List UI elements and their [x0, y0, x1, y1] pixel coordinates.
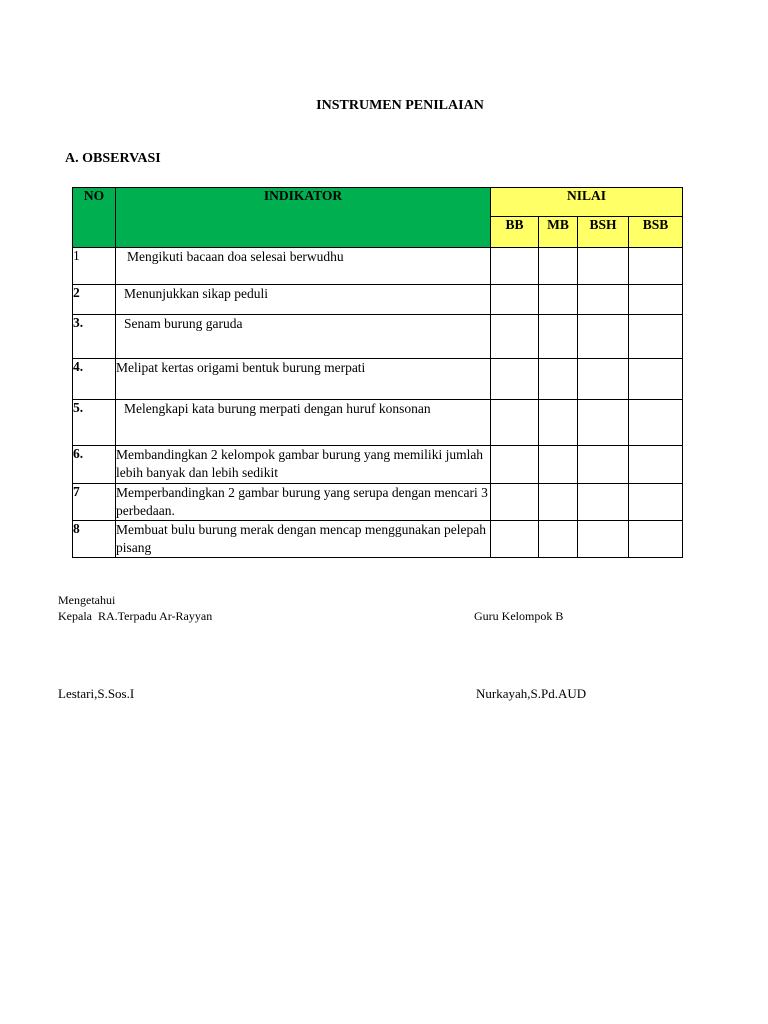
table-row: [73, 400, 683, 446]
score-cell-bsh[interactable]: [578, 446, 629, 484]
row-indicator: Membandingkan 2 kelompok gambar burung yang memiliki jumlah lebih banyak dan lebih sedikit: [116, 446, 491, 484]
score-cell-bsb[interactable]: [629, 521, 683, 558]
score-cell-mb[interactable]: [539, 521, 578, 558]
table-row: [73, 359, 683, 400]
row-indicator: Menunjukkan sikap peduli: [116, 285, 491, 315]
row-number: 1: [73, 248, 116, 285]
score-cell-mb[interactable]: [539, 400, 578, 446]
score-cell-bsh[interactable]: [578, 400, 629, 446]
table-row: [73, 446, 683, 484]
score-cell-bsb[interactable]: [629, 484, 683, 521]
score-cell-bsh[interactable]: [578, 484, 629, 521]
section-heading: A. OBSERVASI: [65, 151, 161, 166]
row-number: 5.: [73, 400, 116, 446]
left-signer-role: Kepala RA.Terpadu Ar-Rayyan: [58, 609, 213, 623]
table-row: [73, 484, 683, 521]
score-cell-bsb[interactable]: [629, 315, 683, 359]
score-cell-bsh[interactable]: [578, 285, 629, 315]
row-indicator: Senam burung garuda: [116, 315, 491, 359]
row-number: 6.: [73, 446, 116, 484]
table-row: [73, 248, 683, 285]
score-cell-mb[interactable]: [539, 315, 578, 359]
header-level-bsh: BSH: [578, 217, 629, 248]
right-signer-name: Nurkayah,S.Pd.AUD: [476, 686, 587, 701]
score-cell-bsh[interactable]: [578, 248, 629, 285]
header-level-bb: BB: [491, 217, 539, 248]
score-cell-bsb[interactable]: [629, 359, 683, 400]
score-cell-bsb[interactable]: [629, 285, 683, 315]
document-title: INSTRUMEN PENILAIAN: [316, 98, 484, 113]
score-cell-bsb[interactable]: [629, 248, 683, 285]
table-row: [73, 285, 683, 315]
table-row: [73, 315, 683, 359]
score-cell-bb[interactable]: [491, 285, 539, 315]
header-level-mb: MB: [539, 217, 578, 248]
score-cell-bsh[interactable]: [578, 315, 629, 359]
acknowledged-label: Mengetahui: [58, 593, 116, 607]
score-cell-bb[interactable]: [491, 446, 539, 484]
row-number: 3.: [73, 315, 116, 359]
observation-table: [72, 187, 683, 558]
header-level-bsb: BSB: [629, 217, 683, 248]
score-cell-bb[interactable]: [491, 521, 539, 558]
row-number: 8: [73, 521, 116, 558]
header-no: NO: [73, 188, 116, 248]
score-cell-bb[interactable]: [491, 359, 539, 400]
row-number: 7: [73, 484, 116, 521]
score-cell-bb[interactable]: [491, 315, 539, 359]
score-cell-mb[interactable]: [539, 359, 578, 400]
score-cell-bsh[interactable]: [578, 359, 629, 400]
score-cell-bb[interactable]: [491, 400, 539, 446]
left-signer-name: Lestari,S.Sos.I: [58, 686, 135, 701]
row-indicator: Mengikuti bacaan doa selesai berwudhu: [116, 248, 491, 285]
score-cell-mb[interactable]: [539, 285, 578, 315]
score-cell-bsb[interactable]: [629, 400, 683, 446]
score-cell-mb[interactable]: [539, 446, 578, 484]
score-cell-bb[interactable]: [491, 248, 539, 285]
row-indicator: Melipat kertas origami bentuk burung merpati: [116, 359, 491, 400]
row-indicator: Memperbandingkan 2 gambar burung yang serupa dengan mencari 3 perbedaan.: [116, 484, 491, 521]
row-indicator: Membuat bulu burung merak dengan mencap menggunakan pelepah pisang: [116, 521, 491, 558]
table-row: [73, 521, 683, 558]
score-cell-bsb[interactable]: [629, 446, 683, 484]
row-indicator: Melengkapi kata burung merpati dengan huruf konsonan: [116, 400, 491, 446]
score-cell-mb[interactable]: [539, 248, 578, 285]
row-number: 2: [73, 285, 116, 315]
score-cell-bsh[interactable]: [578, 521, 629, 558]
header-nilai: NILAI: [491, 188, 683, 217]
score-cell-bb[interactable]: [491, 484, 539, 521]
score-cell-mb[interactable]: [539, 484, 578, 521]
right-signer-role: Guru Kelompok B: [474, 609, 564, 623]
row-number: 4.: [73, 359, 116, 400]
header-indikator: INDIKATOR: [116, 188, 491, 248]
